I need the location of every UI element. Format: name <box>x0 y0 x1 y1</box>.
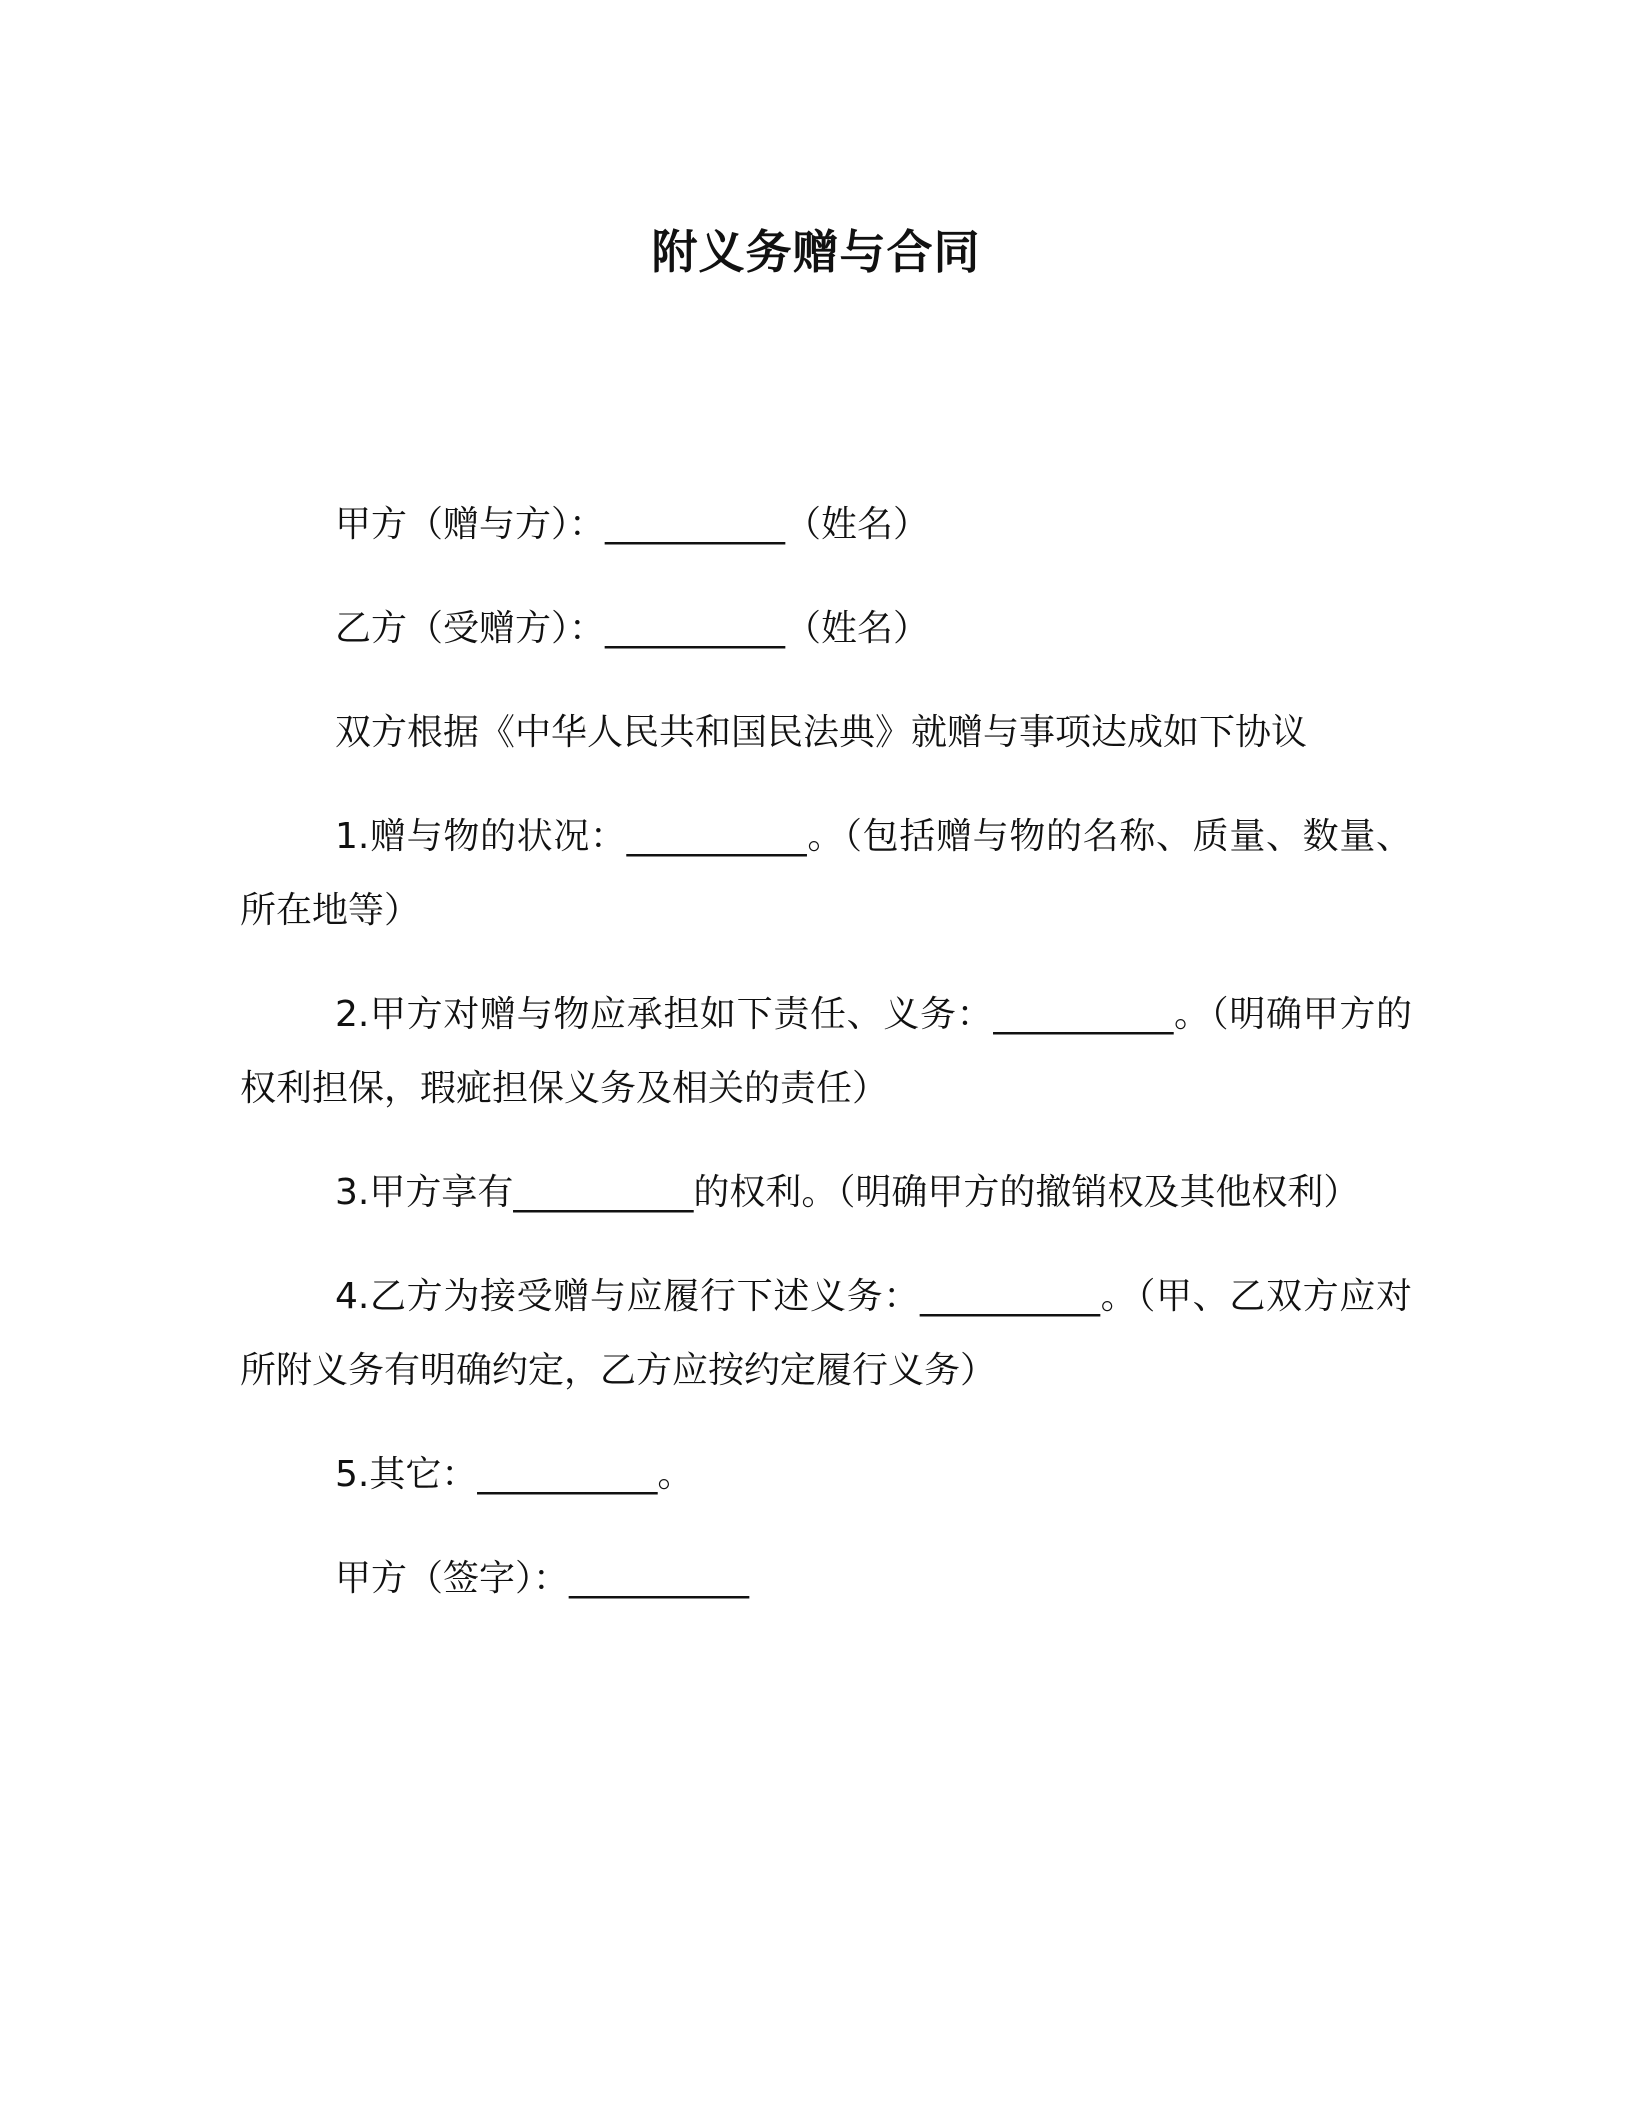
clause-2: 2.甲方对赠与物应承担如下责任、义务：__________。（明确甲方的权利担保，瑕疵担保义务及相关的责任） <box>240 994 1412 1109</box>
clause-1: 1.赠与物的状况：__________。（包括赠与物的名称、质量、数量、所在地等） <box>240 816 1412 931</box>
clause-5: 5.其它：__________。 <box>335 1454 694 1495</box>
agreement-intro: 双方根据《中华人民共和国民法典》就赠与事项达成如下协议 <box>335 712 1308 753</box>
document-title: 附义务赠与合同 <box>651 225 981 279</box>
party-a-signature-line: 甲方（签字）：__________ <box>335 1558 750 1599</box>
party-a-line: 甲方（赠与方）：__________（姓名） <box>335 504 930 545</box>
document-body <box>240 488 1412 1646</box>
clause-3: 3.甲方享有__________的权利。（明确甲方的撤销权及其他权利） <box>335 1172 1360 1213</box>
clause-4: 4.乙方为接受赠与应履行下述义务：__________。（甲、乙双方应对所附义务有明确约定，乙方应按约定履行义务） <box>240 1276 1412 1391</box>
party-b-line: 乙方（受赠方）：__________（姓名） <box>335 608 930 649</box>
